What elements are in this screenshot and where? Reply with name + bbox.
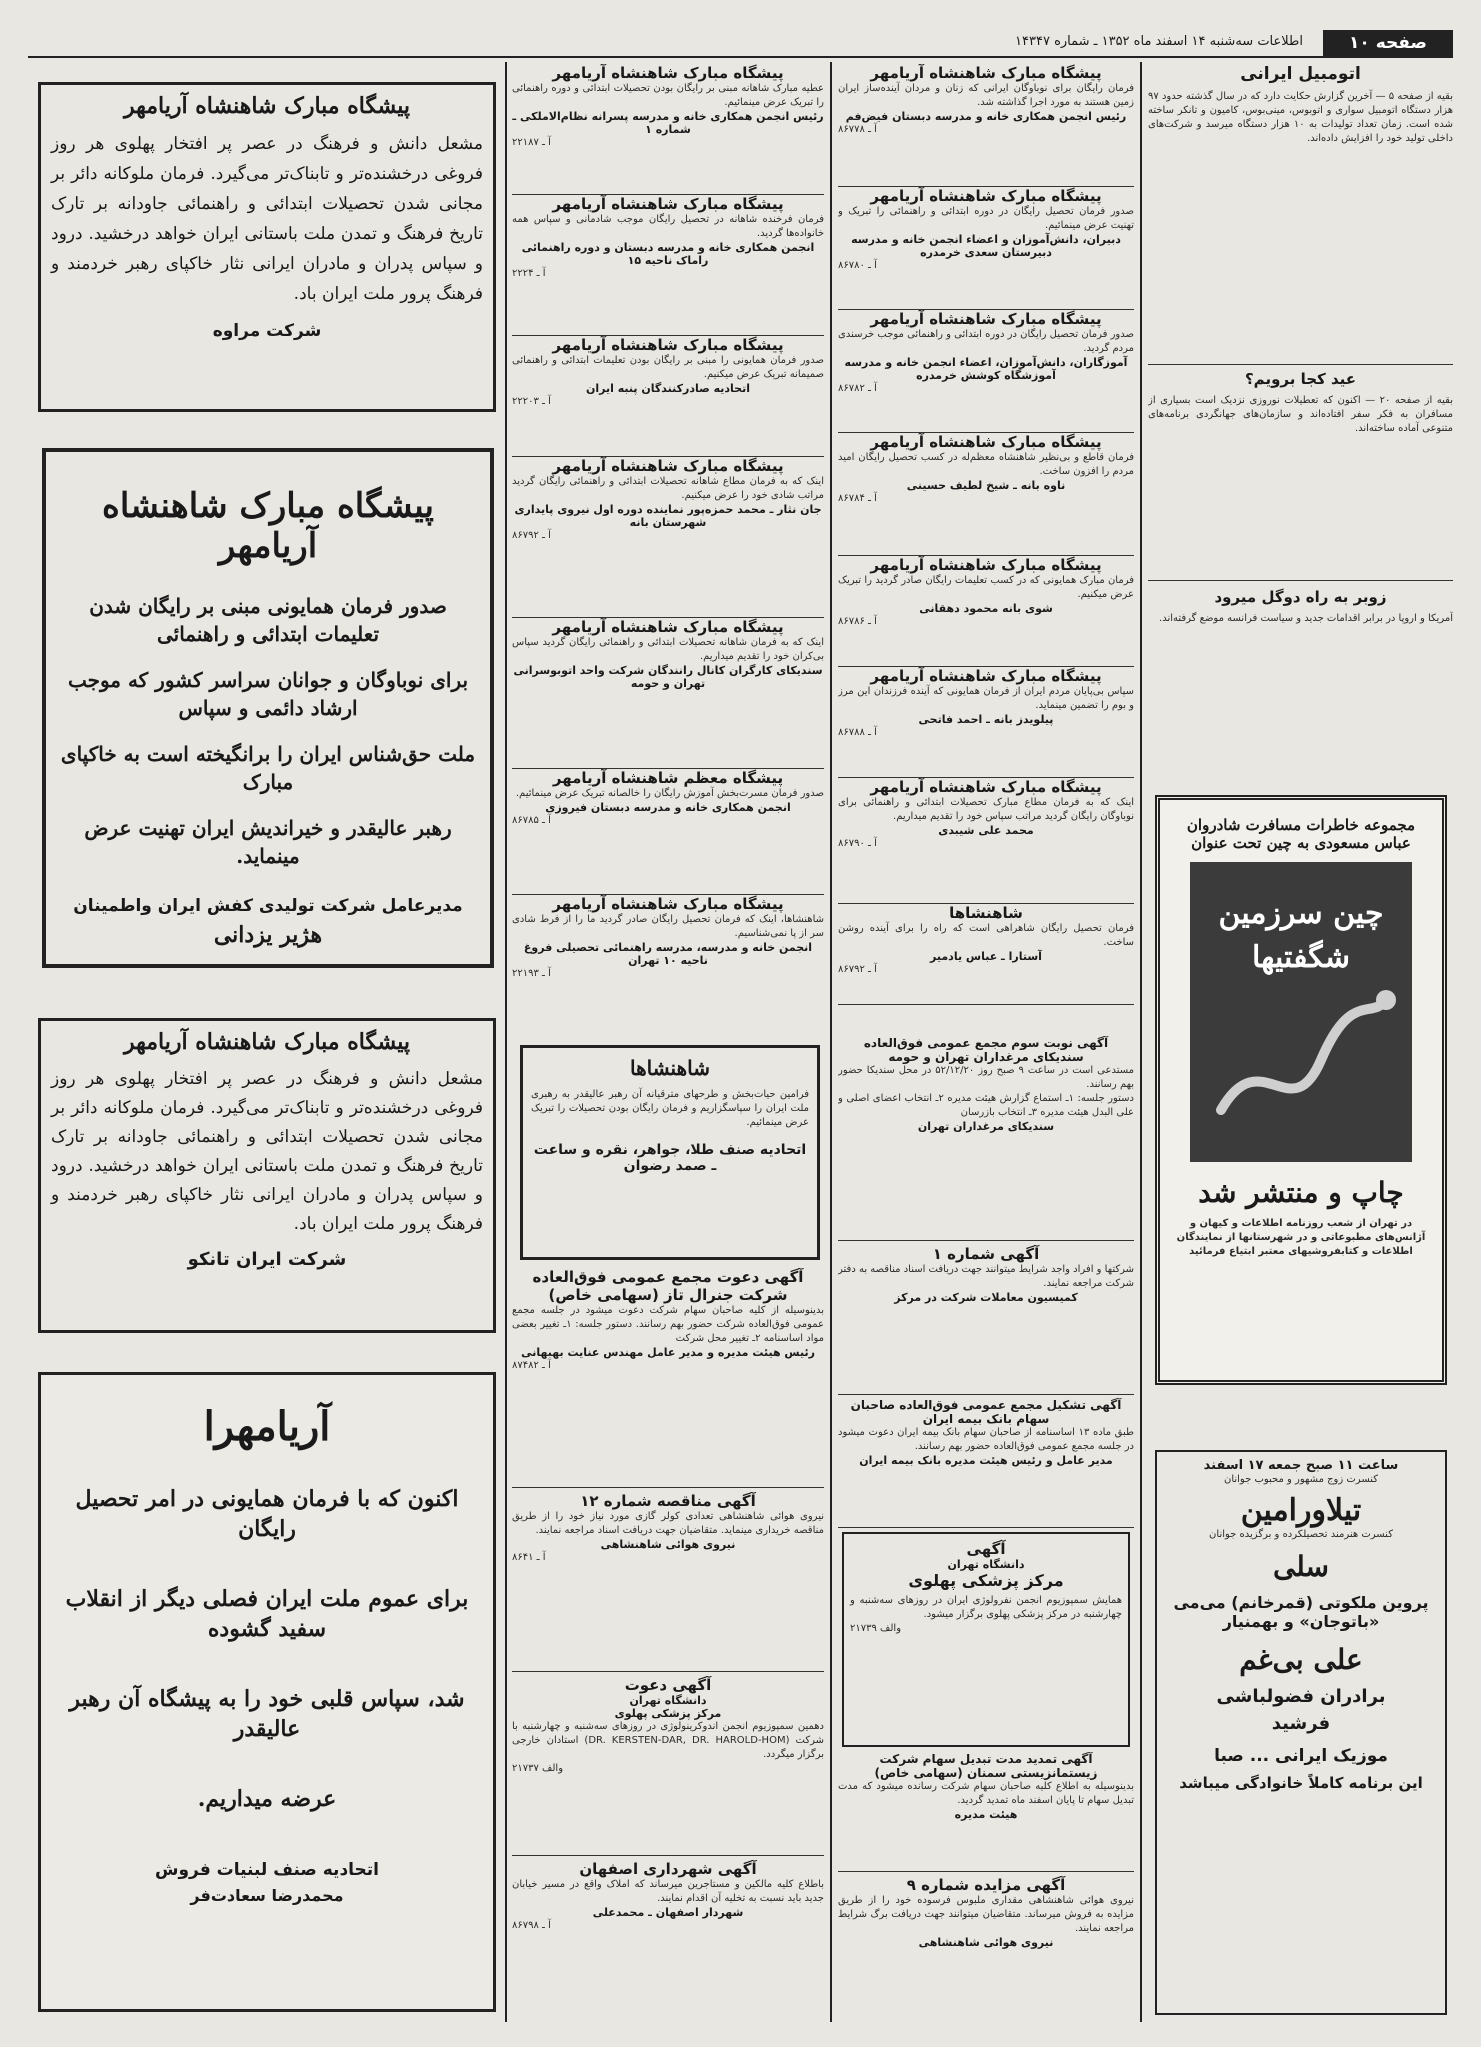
performer: برادران فضولباشی	[1216, 1686, 1386, 1707]
performer: فرشید	[1271, 1713, 1331, 1734]
article-jobert	[1148, 588, 1453, 778]
ad-title: پیشگاه مبارک شاهنشاه آریامهر	[123, 93, 411, 119]
book-cover	[1190, 862, 1412, 1162]
ad-invitation	[512, 1676, 824, 1856]
ad-number-1	[838, 1245, 1134, 1395]
ad-bank-bimeh	[838, 1398, 1134, 1528]
notice-ref: آ ـ ۸۶۷۹۲	[512, 530, 551, 541]
performer: پروین ملکوتی (قمرخانم) می‌می «باتوجان» و بهمنیار	[1173, 1593, 1429, 1631]
article-eid	[1148, 370, 1453, 580]
dateline: اطلاعات سه‌شنبه ۱۴ اسفند ماه ۱۳۵۲ ـ شماره ۱۴۳۴۷	[1015, 34, 1303, 49]
ad-title: آریامهرا	[203, 1403, 331, 1450]
notice-title: پیشگاه مبارک شاهنشاه آریامهر	[870, 778, 1102, 796]
notice-body: سپاس بی‌پایان مردم ایران از فرمان همایونی که آینده فرزندان این مرز و بوم را تضمین مینماید.	[838, 686, 1134, 711]
ad-signature: نیروی هوائی شاهنشاهی	[918, 1936, 1054, 1949]
notice-body: اینک که به فرمان شاهانه تحصیلات ابتدائی و راهنمائی رایگان گردید سپاس بی‌کران خود را تقدیم میداریم.	[512, 637, 824, 662]
ad-syndicate-meeting	[838, 1036, 1134, 1241]
ad-body: بدینوسیله به اطلاع کلیه صاحبان سهام شرکت رسانده میشود که مدت تبدیل سهام تا پایان اسفند ماه تمدید گردید.	[838, 1781, 1134, 1806]
article-iranian-car	[1148, 64, 1453, 364]
ad-published: چاپ و منتشر شد	[1198, 1176, 1404, 1209]
ad-signature: مدیر عامل و رئیس هیئت مدیره بانک بیمه ایران	[859, 1454, 1113, 1467]
ad-body: نیروی هوائی شاهنشاهی تعدادی کولر گازی مورد نیاز خود را از طریق مناقصه خریداری مینماید. متقاضیان جهت دریافت اسناد مراجعه نمایند.	[512, 1511, 824, 1536]
page-label: صفحه ۱۰	[1323, 30, 1453, 56]
notice-body: فرمان تحصیل رایگان شاهراهی است که راه را برای آینده روشن ساخت.	[838, 923, 1134, 948]
ad-title: پیشگاه مبارک شاهنشاه آریامهر	[123, 1029, 411, 1055]
ad-body	[51, 1484, 483, 1814]
ad-signature: شهردار اصفهان ـ محمدعلی	[592, 1906, 744, 1919]
notice-signature: محمد علی شیبدی	[938, 824, 1034, 837]
notice	[512, 895, 824, 1035]
ad-body	[56, 592, 480, 870]
masthead	[28, 30, 1453, 58]
ad-body: بدینوسیله از کلیه صاحبان سهام شرکت دعوت میشود در جلسه مجمع عمومی فوق‌العاده شرکت حضور بهم رسانند. دستور جلسه: ۱ـ تغییر بعضی مواد اساسنامه ۲ـ تغییر محل شرکت	[512, 1305, 824, 1344]
ad-marvah	[38, 82, 496, 412]
ad-line: رهبر عالیقدر و خیراندیش ایران تهنیت عرض مینماید.	[84, 816, 452, 868]
notice-signature: شوی بانه محمود دهقانی	[919, 602, 1053, 615]
notice	[512, 195, 824, 336]
ad-time: ساعت ۱۱ صبح جمعه ۱۷ اسفند	[1203, 1458, 1399, 1473]
notice	[838, 310, 1134, 433]
notice-title: پیشگاه مبارک شاهنشاه آریامهر	[552, 618, 784, 636]
notice-body: شاهنشاها، اینک که فرمان تحصیل رایگان صادر گردید ما را از فرط شادی سر از پا نمی‌شناسیم.	[512, 914, 824, 939]
ad-china-book	[1155, 795, 1447, 1385]
ad-org: مرکز پزشکی پهلوی	[614, 1707, 722, 1720]
notice-title: پیشگاه مبارک شاهنشاه آریامهر	[870, 667, 1102, 685]
ad-title: آگهی	[966, 1540, 1006, 1558]
ad-body: مشعل دانش و فرهنگ در عصر پر افتخار پهلوی هر روز فروغی درخشنده‌تر و تابناک‌تر می‌گیرد. فرمان ملوکانه دائر بر مجانی شدن تحصیلات ابتدائی و راهنمائی جاودانه بر تارک تاریخ فرهنگ و تمدن ملت باستانی ایران خواهد درخشید. درود و سپاس پدران و مادران ایرانی نثار خاکپای رهبر خردمند و فرهنگ پرور ملت ایران باد.	[51, 1069, 483, 1234]
notice-ref: آ ـ ۸۶۷۸۰	[838, 260, 877, 271]
show-desc: کنسرت هنرمند تحصیلکرده و برگزیده جوانان	[1209, 1529, 1393, 1540]
ad-sub: دانشگاه تهران	[947, 1558, 1025, 1571]
notice-ref: آ ـ ۲۲۱۹۳	[512, 968, 551, 979]
notice-body: فرمان قاطع و بی‌نظیر شاهنشاه معظم‌له در کسب تحصیل رایگان امید مردم را افزون ساخت.	[838, 452, 1134, 477]
notice-signature: آستارا ـ عباس یادمیر	[930, 950, 1042, 963]
ad-ref: آ ـ ۸۶۴۱	[512, 1552, 546, 1563]
notice-signature: آموزگاران، دانش‌آموزان، اعضاء انجمن خانه و مدرسه آموزشگاه کوشش خرمدره	[844, 356, 1128, 382]
notice-signature: ناوه بانه ـ شیخ لطیف حسینی	[906, 479, 1066, 492]
ad-company: شرکت جنرال تاز (سهامی خاص)	[548, 1286, 788, 1304]
show-title: تیلاورامین	[1240, 1493, 1362, 1528]
ad-body: همایش سمپوزیوم انجمن نفرولوژی ایران در روزهای سه‌شنبه و چهارشنبه در مرکز پزشکی پهلوی برگزار میشود.	[850, 1595, 1122, 1620]
ad-line: اکنون که با فرمان همایونی در امر تحصیل رایگان	[75, 1486, 459, 1542]
notice-body: فرمان مبارک همایونی که در کسب تعلیمات رایگان صادر گردید را تبریک عرض میکنیم.	[838, 575, 1134, 600]
column-rule	[830, 62, 832, 2022]
notice-body: اینک که به فرمان مطاع شاهانه تحصیلات ابتدائی و راهنمائی رایگان گردید مراتب شادی خود را عرض میکنیم.	[512, 476, 824, 501]
notice-body: عطیه مبارک شاهانه مبنی بر رایگان بودن تحصیلات ابتدائی و دوره راهنمائی را تبریک عرض مینمائیم.	[512, 83, 824, 108]
notice	[512, 336, 824, 457]
ad-title: آگهی تمدید مدت تبدیل سهام شرکت زیستمانزیستی سمنان (سهامی خاص)	[874, 1752, 1098, 1780]
ad-signature: شرکت ایران تانکو	[187, 1249, 347, 1270]
ad-line: برای نوباوگان و جوانان سراسر کشور که موجب ارشاد دائمی و سپاس	[67, 668, 469, 720]
ad-signature: اتحادیه صنف لبنیات فروش	[154, 1860, 380, 1880]
notice-ref: آ ـ ۸۶۷۸۸	[838, 727, 877, 738]
notice-ref: آ ـ ۸۶۷۸۶	[838, 616, 877, 627]
ad-signature: هیئت مدیره	[954, 1808, 1018, 1821]
ad-line: ملت حق‌شناس ایران را برانگیخته است به خاکپای مبارک	[60, 742, 476, 794]
ad-signature: رئیس هیئت مدیره و مدیر عامل مهندس عنایت بهبهانی	[521, 1346, 815, 1359]
notice-title: شاهنشاها	[949, 904, 1023, 922]
ad-line: مجموعه خاطرات مسافرت شادروان	[1186, 816, 1416, 834]
notice-title: پیشگاه مبارک شاهنشاه آریامهر	[552, 64, 784, 82]
notice-body: صدور فرمان تحصیل رایگان در دوره ابتدائی و راهنمائی را تبریک و تهنیت عرض مینمائیم.	[838, 206, 1134, 231]
ad-body: باطلاع کلیه مالکین و مستاجرین میرساند که املاک واقع در مسیر خیابان جدید باید نسبت به تخلیه آن اقدام نمایند.	[512, 1879, 824, 1904]
ad-isfahan	[512, 1860, 824, 2020]
notice-ref: آ ـ ۸۶۷۹۰	[838, 838, 877, 849]
notice-body: صدور فرمان همایونی را مبنی بر رایگان بودن تعلیمات ابتدائی و راهنمائی صمیمانه تبریک عرض میکنیم.	[512, 355, 824, 380]
ad-signature: شرکت مراوه	[212, 321, 322, 341]
notice-signature: پیلویدز بانه ـ احمد فاتحی	[918, 713, 1054, 726]
ad-line: برای عموم ملت ایران فصلی دیگر از انقلاب سفید گشوده	[65, 1586, 469, 1642]
ad-title: آگهی شهرداری اصفهان	[579, 1860, 757, 1878]
performer: علی بی‌غم	[1239, 1643, 1363, 1676]
ad-title: آگهی دعوت	[624, 1676, 712, 1694]
ad-aryamehra	[38, 1372, 496, 2012]
ad-signature: اتحادیه صنف طلا، جواهر، نقره و ساعت ـ صمد رضوان	[533, 1142, 807, 1174]
ad-body: شرکتها و افراد واجد شرایط میتوانند جهت دریافت اسناد مناقصه به دفتر شرکت مراجعه نمایند.	[838, 1264, 1134, 1289]
notice	[838, 778, 1134, 904]
ad-title: شاهنشاها	[629, 1056, 710, 1080]
ad-signature-name: محمدرضا سعادت‌فر	[190, 1886, 344, 1905]
column-rule	[505, 62, 507, 2022]
ad-goldsmiths	[520, 1045, 820, 1260]
notice	[838, 433, 1134, 556]
ad-org: مرکز پزشکی پهلوی	[908, 1571, 1064, 1590]
notice-ref: آ ـ ۸۶۷۸۲	[838, 383, 877, 394]
notice	[512, 618, 824, 769]
ad-signature: نیروی هوائی شاهنشاهی	[600, 1538, 736, 1551]
ad-line: عرضه میداریم.	[197, 1786, 337, 1812]
ad-signature: کمیسیون معاملات شرکت در مرکز	[894, 1291, 1078, 1304]
notice	[512, 457, 824, 618]
notice	[838, 556, 1134, 667]
ad-share-extension	[838, 1752, 1134, 1872]
ad-title: پیشگاه مبارک شاهنشاه آریامهر	[102, 486, 434, 566]
ad-signature-name: هژیر یزدانی	[213, 922, 323, 948]
ad-auction	[838, 1876, 1134, 2016]
notice-ref: آ ـ ۸۶۷۷۸	[838, 124, 877, 135]
ad-title: آگهی تشکیل مجمع عمومی فوق‌العاده صاحبان سهام بانک بیمه ایران	[850, 1398, 1122, 1426]
performer: سلی	[1272, 1550, 1330, 1583]
notice	[838, 187, 1134, 310]
ad-shoe-company	[42, 448, 494, 968]
notice-ref: آ ـ ۲۲۱۸۷	[512, 137, 551, 148]
notice-body: فرمان رایگان برای نوباوگان ایرانی که زنان و مردان آینده‌ساز ایران زمین هستند به مورد اجرا گذاشته شد.	[838, 83, 1134, 108]
ad-title: آگهی نوبت سوم مجمع عمومی فوق‌العاده سندیکای مرغداران تهران و حومه	[863, 1036, 1109, 1064]
ad-line: عباس مسعودی به چین تحت عنوان	[1191, 834, 1411, 852]
ad-pahlavi-medical	[842, 1532, 1130, 1747]
ad-iran-tanko	[38, 1018, 496, 1333]
article-body: بقیه از صفحه ۲۰ — اکنون که تعطیلات نوروزی نزدیک است بسیاری از مسافران به فکر سفر افتاده‌اند و سازمان‌های جهانگردی برنامه‌های متنوعی آماده ساخته‌اند.	[1148, 395, 1453, 434]
notice-body: صدور فرمان تحصیل رایگان در دوره ابتدائی و راهنمائی موجب خرسندی مردم گردید.	[838, 329, 1134, 354]
notice-title: پیشگاه مبارک شاهنشاه آریامهر	[870, 187, 1102, 205]
notices-col3	[512, 64, 824, 1039]
divider	[1148, 364, 1453, 365]
notice-ref: آ ـ ۸۶۷۹۲	[838, 964, 877, 975]
ad-sub: دانشگاه تهران	[629, 1694, 707, 1707]
notice	[512, 64, 824, 195]
notice	[838, 667, 1134, 778]
book-cover-title: چین سرزمین شگفتیها	[1218, 896, 1384, 975]
ad-title: آگهی دعوت مجمع عمومی فوق‌العاده	[532, 1268, 804, 1286]
ad-agenda: دستور جلسه: ۱ـ استماع گزارش هیئت مدیره ۲ـ انتخاب اعضای اصلی و علی البدل هیئت مدیره ۳ـ انتخاب بازرسان	[838, 1093, 1134, 1118]
notice-signature: اتحادیه صادرکنندگان پنبه ایران	[586, 382, 750, 395]
ad-ref: آ ـ ۸۶۷۹۸	[512, 1920, 551, 1931]
notice-ref: آ ـ ۸۶۷۸۴	[838, 493, 877, 504]
notice-title: پیشگاه مبارک شاهنشاه آریامهر	[870, 433, 1102, 451]
ad-signature: سندیکای مرغداران تهران	[917, 1120, 1055, 1133]
article-body: بقیه از صفحه ۵ — آخرین گزارش حکایت دارد که در سال گذشته حدود ۹۷ هزار دستگاه اتومبیل سواری و اتوبوس، مینی‌بوس، کامیون و تانکر ساخته شده است. زمان تعداد تولیدات به ۱۰ هزار دستگاه میرسد و شرکت‌های داخلی تولید خود را افزایش داده‌اند.	[1148, 91, 1453, 144]
dragon-icon	[1201, 980, 1401, 1140]
notice-title: پیشگاه مبارک شاهنشاه آریامهر	[552, 336, 784, 354]
article-body: آمریکا و اروپا در برابر اقدامات جدید و سیاست فرانسه موضع گرفته‌اند.	[1159, 613, 1453, 624]
ad-line: شد، سپاس قلبی خود را به پیشگاه آن رهبر عالیقدر	[69, 1686, 465, 1742]
ad-body: دهمین سمپوزیوم انجمن اندوکرینولوژی در روزهای سه‌شنبه و چهارشنبه با شرکت (DR. KERSTEN-DAR, DR. HAROLD-HOM) استادان خارجی برگزار میگردد.	[512, 1721, 824, 1760]
notice-title: پیشگاه مبارک شاهنشاه آریامهر	[870, 310, 1102, 328]
ad-body: مشعل دانش و فرهنگ در عصر پر افتخار پهلوی هر روز فروغی درخشنده‌تر و تابناک‌تر می‌گیرد. فرمان ملوکانه دائر بر مجانی شدن تحصیلات ابتدائی و راهنمائی جاودانه بر تارک تاریخ فرهنگ و تمدن ملت باستانی ایران خواهد درخشید. درود و سپاس پدران و مادران ایرانی نثار خاکپای رهبر خردمند و فرهنگ پرور ملت ایران باد.	[51, 134, 483, 304]
notice-title: پیشگاه مبارک شاهنشاه آریامهر	[552, 895, 784, 913]
notice-body: فرمان فرخنده شاهانه در تحصیل رایگان موجب شادمانی و سپاس همه خانواده‌ها گردید.	[512, 214, 824, 239]
notice-ref: آ ـ ۲۲۲۴	[512, 268, 546, 279]
article-title: عید کجا برویم؟	[1244, 370, 1357, 388]
show-tagline: این برنامه کاملاً خانوادگی میباشد	[1179, 1774, 1423, 1792]
ad-ref: والف ۲۱۷۳۹	[850, 1623, 902, 1634]
ad-body: مستدعی است در ساعت ۹ صبح روز ۵۲/۱۲/۲۰ در محل سندیکا حضور بهم رسانند.	[838, 1065, 1134, 1090]
ad-signature: مدیرعامل شرکت تولیدی کفش ایران واطمینان	[73, 896, 463, 916]
notices-col2	[838, 64, 1134, 1034]
ad-title: آگهی مزایده شماره ۹	[906, 1876, 1066, 1894]
column-rule	[1140, 62, 1142, 2022]
ad-ref: آ ـ ۸۷۴۸۲	[512, 1360, 551, 1371]
notice	[512, 769, 824, 895]
ad-body: فرامین حیات‌بخش و طرحهای مترقیانه آن رهبر عالیقدر به رهبری ملت ایران را سپاسگزاریم و فرمان رایگان بودن تحصیلات را تبریک عرض مینمائیم.	[531, 1089, 809, 1128]
notice-title: پیشگاه مبارک شاهنشاه آریامهر	[552, 195, 784, 213]
notice-signature: انجمن خانه و مدرسه، مدرسه راهنمائی تحصیلی فروغ ناحیه ۱۰ تهران	[523, 941, 813, 967]
ad-line: صدور فرمان همایونی مبنی بر رایگان شدن تعلیمات ابتدائی و راهنمائی	[89, 594, 447, 646]
notice	[838, 904, 1134, 1005]
notice-signature: انجمن همکاری خانه و مدرسه دبستان فیروزی	[545, 801, 791, 814]
notice-signature: رئیس انجمن همکاری خانه و مدرسه دبستان فیض‌فم	[845, 110, 1127, 123]
article-title: اتومبیل ایرانی	[1240, 64, 1361, 84]
article-title: زوبر به راه دوگل میرود	[1214, 588, 1387, 606]
notice-signature: سندیکای کارگران کانال رانندگان شرکت واحد اتوبوسرانی تهران و حومه	[513, 664, 823, 690]
notice-signature: جان نثار ـ محمد حمزه‌پور نماینده دوره اول نیروی پایداری شهرستان بانه	[514, 503, 822, 529]
notice-ref: آ ـ ۲۲۲۰۳	[512, 396, 551, 407]
ad-tv-concert	[1155, 1450, 1447, 2015]
ad-general-gas	[512, 1268, 824, 1488]
notice-title: پیشگاه مبارک شاهنشاه آریامهر	[870, 556, 1102, 574]
notice-signature: رئیس انجمن همکاری خانه و مدرسه پسرانه نظام‌الاملکی ـ شماره ۱	[512, 110, 824, 136]
notice	[838, 64, 1134, 187]
ad-caption: در تهران از شعب روزنامه اطلاعات و کیهان و آژانس‌های مطبوعاتی و در شهرستانها از نمایندگان اطلاعات و کتابفروشیهای معتبر ابتیاع فرمائید	[1176, 1218, 1426, 1257]
show-music: موزیک ایرانی ... صبا	[1214, 1746, 1388, 1766]
ad-title: آگهی مناقصه شماره ۱۲	[580, 1492, 756, 1510]
notice-body: اینک که به فرمان مطاع مبارک تحصیلات ابتدائی و راهنمائی برای نوباوگان رایگان گردید مراتب سپاس خود را تقدیم میداریم.	[838, 797, 1134, 822]
ad-ref: والف ۲۱۷۳۷	[512, 1763, 564, 1774]
notice-title: پیشگاه مبارک شاهنشاه آریامهر	[552, 457, 784, 475]
ad-tender-12	[512, 1492, 824, 1672]
notice-signature: انجمن همکاری خانه و مدرسه دبستان و دوره راهنمائی راماک ناحیه ۱۵	[521, 241, 815, 267]
notice-body: صدور فرمان مسرت‌بخش آموزش رایگان را خالصانه تبریک عرض مینمائیم.	[515, 788, 824, 799]
notice-title: پیشگاه معظم شاهنشاه آریامهر	[552, 769, 784, 787]
notice-ref: آ ـ ۸۶۷۸۵	[512, 815, 551, 826]
ad-body: نیروی هوائی شاهنشاهی مقداری ملبوس فرسوده خود را از طریق مزایده به فروش میرساند. متقاضیان میتوانند جهت دریافت برگ شرایط مراجعه نمایند.	[838, 1895, 1134, 1934]
divider	[1148, 580, 1453, 581]
ad-sub: کنسرت زوج مشهور و محبوب جوانان	[1223, 1474, 1379, 1485]
ad-title: آگهی شماره ۱	[932, 1245, 1040, 1263]
ad-body: طبق ماده ۱۳ اساسنامه از صاحبان سهام بانک بیمه ایران دعوت میشود در جلسه مجمع عمومی فوق‌العاده حضور بهم رسانند.	[838, 1427, 1134, 1452]
notice-title: پیشگاه مبارک شاهنشاه آریامهر	[870, 64, 1102, 82]
notice-signature: دبیران، دانش‌آموزان و اعضاء انجمن خانه و مدرسه دبیرستان سعدی خرمدره	[851, 233, 1121, 259]
